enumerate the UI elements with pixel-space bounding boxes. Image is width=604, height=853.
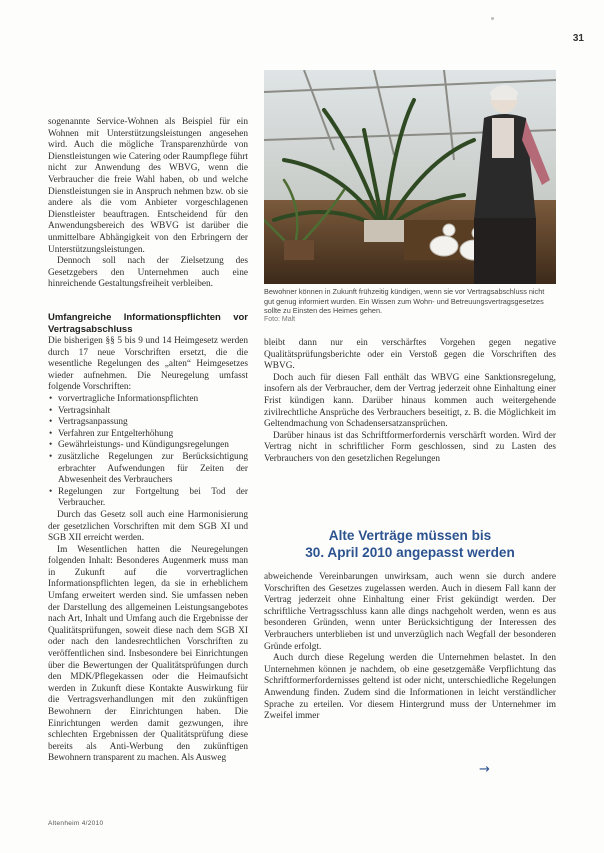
- left-column: [48, 117, 248, 291]
- right-paragraph: bleibt dann nur ein verschärftes Vorgehen gegen negative Qualitätsprüfungsberichte oder ein Verstoß gegen die Vorschriften des WBVG.: [264, 338, 556, 372]
- photo-caption: Bewohner können in Zukunft frühzeitig kündigen, wenn sie vor Vertragsabschluss nicht gut genug informiert wurden. Ein Wissen zum Wohn- und Betreuungsvertragsgesetzes sollte zu Einsten des Heimes gehen.: [264, 287, 545, 316]
- right-column-continued: [264, 572, 556, 723]
- left-column-continued: [48, 312, 248, 765]
- right-paragraph: Auch durch diese Regelung werden die Unternehmen belastet. In den Unternehmen können je nachdem, ob eine gesetzgemäße Verpflichtung das Schriftformerfordernisses geltend ist oder nicht, unterschiedliche Regelungen Anwendung finden. Zudem sind die Informationen in leicht verständlicher Sprache zu erteilen. Vor diesem Hintergrund muss der Unternehmer im Zweifel immer: [264, 653, 556, 722]
- list-item: • Regelungen zur Fortgeltung bei Tod der Verbraucher.: [58, 487, 248, 510]
- subheading: Umfangreiche Informationspflichten vor Vertragsabschluss: [48, 312, 248, 335]
- speck-mark: [491, 17, 494, 20]
- article-photo: [264, 70, 556, 284]
- right-paragraph: Darüber hinaus ist das Schriftformerfordernis verschärft worden. Wird der Vertrag nicht in schriftlicher Form geschlossen, sind zu Lasten des Verbrauchers von den gesetzlichen Regelungen: [264, 430, 556, 464]
- list-item: • Vertragsinhalt: [58, 406, 248, 418]
- page-number: 31: [572, 33, 584, 44]
- left-paragraph: sogenannte Service-Wohnen als Beispiel für ein Wohnen mit Unterstützungsleistungen angesehen wird. Auch die mögliche Transparenzhürde von Dienstleistungen wie Catering oder Raumpflege führt nicht zur Anwendung des WBVG, wenn die Verbraucher die freie Wahl haben, ob und welche Dienstleistungen sie in Anspruch nehmen bzw. ob sie andere als die vom Anbieter vorgeschlagenen Dienstleister beauftragen. Entscheidend für den Anwendungsbereich des WBVG ist darüber die unmittelbare Abhängigkeit von den Erbringern der Unterstützungsleistungen.: [48, 117, 248, 255]
- list-item: • Vertragsanpassung: [58, 417, 248, 429]
- requirements-list: [48, 394, 248, 510]
- list-item: • zusätzliche Regelungen zur Berücksichtigung erbrachter Aufwendungen für Zeiten der Abwesenheit des Verbrauchers: [58, 452, 248, 487]
- list-item: • Verfahren zur Entgelterhöhung: [58, 429, 248, 441]
- pull-quote-line: Alte Verträge müssen bis: [328, 528, 492, 543]
- right-paragraph: Doch auch für diesen Fall enthält das WBVG eine Sanktionsregelung, insofern als der Verbraucher, dem der Vertrag jederzeit ohne Einhaltung einer Frist kündigen kann. Darüber hinaus kommen auch weitergehende zivilrechtliche Ansprüche des Verbrauchers beseitigt, z. B. die Möglichkeit im Geltendmachung von Schadensersatzansprüchen.: [264, 372, 556, 430]
- right-column: [264, 338, 556, 466]
- list-item: • Gewährleistungs- und Kündigungsregelungen: [58, 440, 248, 452]
- arrow-right-icon: →: [479, 762, 490, 777]
- photo-illustration: [264, 70, 556, 284]
- photo-credit: Foto: Malt: [264, 316, 296, 323]
- list-item: • vorvertragliche Informationspflichten: [58, 394, 248, 406]
- left-paragraph: Durch das Gesetz soll auch eine Harmonisierung der gesetzlichen Vorschriften mit dem SGB XI und SGB XII erreicht werden.: [48, 509, 248, 544]
- pull-quote-line: 30. April 2010 angepasst werden: [305, 545, 515, 560]
- right-paragraph: abweichende Vereinbarungen unwirksam, auch wenn sie durch andere Vorschriften des Gesetzes zugelassen werden. Auch in diesem Fall kann der Vertrag jederzeit ohne Einhaltung einer Frist gekündigt werden. Der schriftliche Vertragsschluss kann alle dings nachgeholt werden, wenn es aus besonderen Gründen, wenn unter Berücksichtigung der Interessen des Verbrauchers unterblieben ist und unverzüglich nach Wegfall der besonderen Gründe erfolgt.: [264, 572, 556, 652]
- left-paragraph: Die bisherigen §§ 5 bis 9 und 14 Heimgesetz werden durch 17 neue Vorschriften ersetzt, die die wesentliche Regelungen des „alten“ Heimgesetzes wieder aufnehmen. Die Neuregelung umfasst folgende Vorschriften:: [48, 336, 248, 393]
- left-paragraph: Im Wesentlichen hatten die Neuregelungen folgenden Inhalt: Besonderes Augenmerk muss man in Zukunft auf die vorvertraglichen Informationspflichten legen, da sie in erheblichem Umfang erweitert werden sind. Sie umfassen neben der Darstellung des allgemeinen Leistungsangebotes nach Art, Inhalt und Umfang auch die Ergebnisse der Qualitätsprüfungen, soweit diese nach dem SGB XI oder nach den landesrechtlichen Vorschriften zu veröffentlichen sind. Insbesondere bei Einrichtungen über die Bewertungen der Qualitätsprüfungen durch den MDK/Pflegekassen oder die Heimaufsicht werden in Zukunft diese Kontakte Auswirkung für die Vertragsverhandlungen mit den zukünftigen Bewohnern der Einrichtungen haben. Die Einrichtungen werden damit gezwungen, ihre schlechten Ergebnissen der Qualitätsprüfung diese bereits als Anti-Werbung den zukünftigen Bewohnern transparent zu machen. Als Ausweg: [48, 544, 248, 764]
- left-paragraph: Dennoch soll nach der Zielsetzung des Gesetzgebers den Unternehmen auch eine hinreichende Gestaltungsfreiheit verbleiben.: [48, 256, 248, 290]
- pull-quote: [264, 527, 556, 561]
- page-footer: Altenheim 4/2010: [48, 820, 104, 827]
